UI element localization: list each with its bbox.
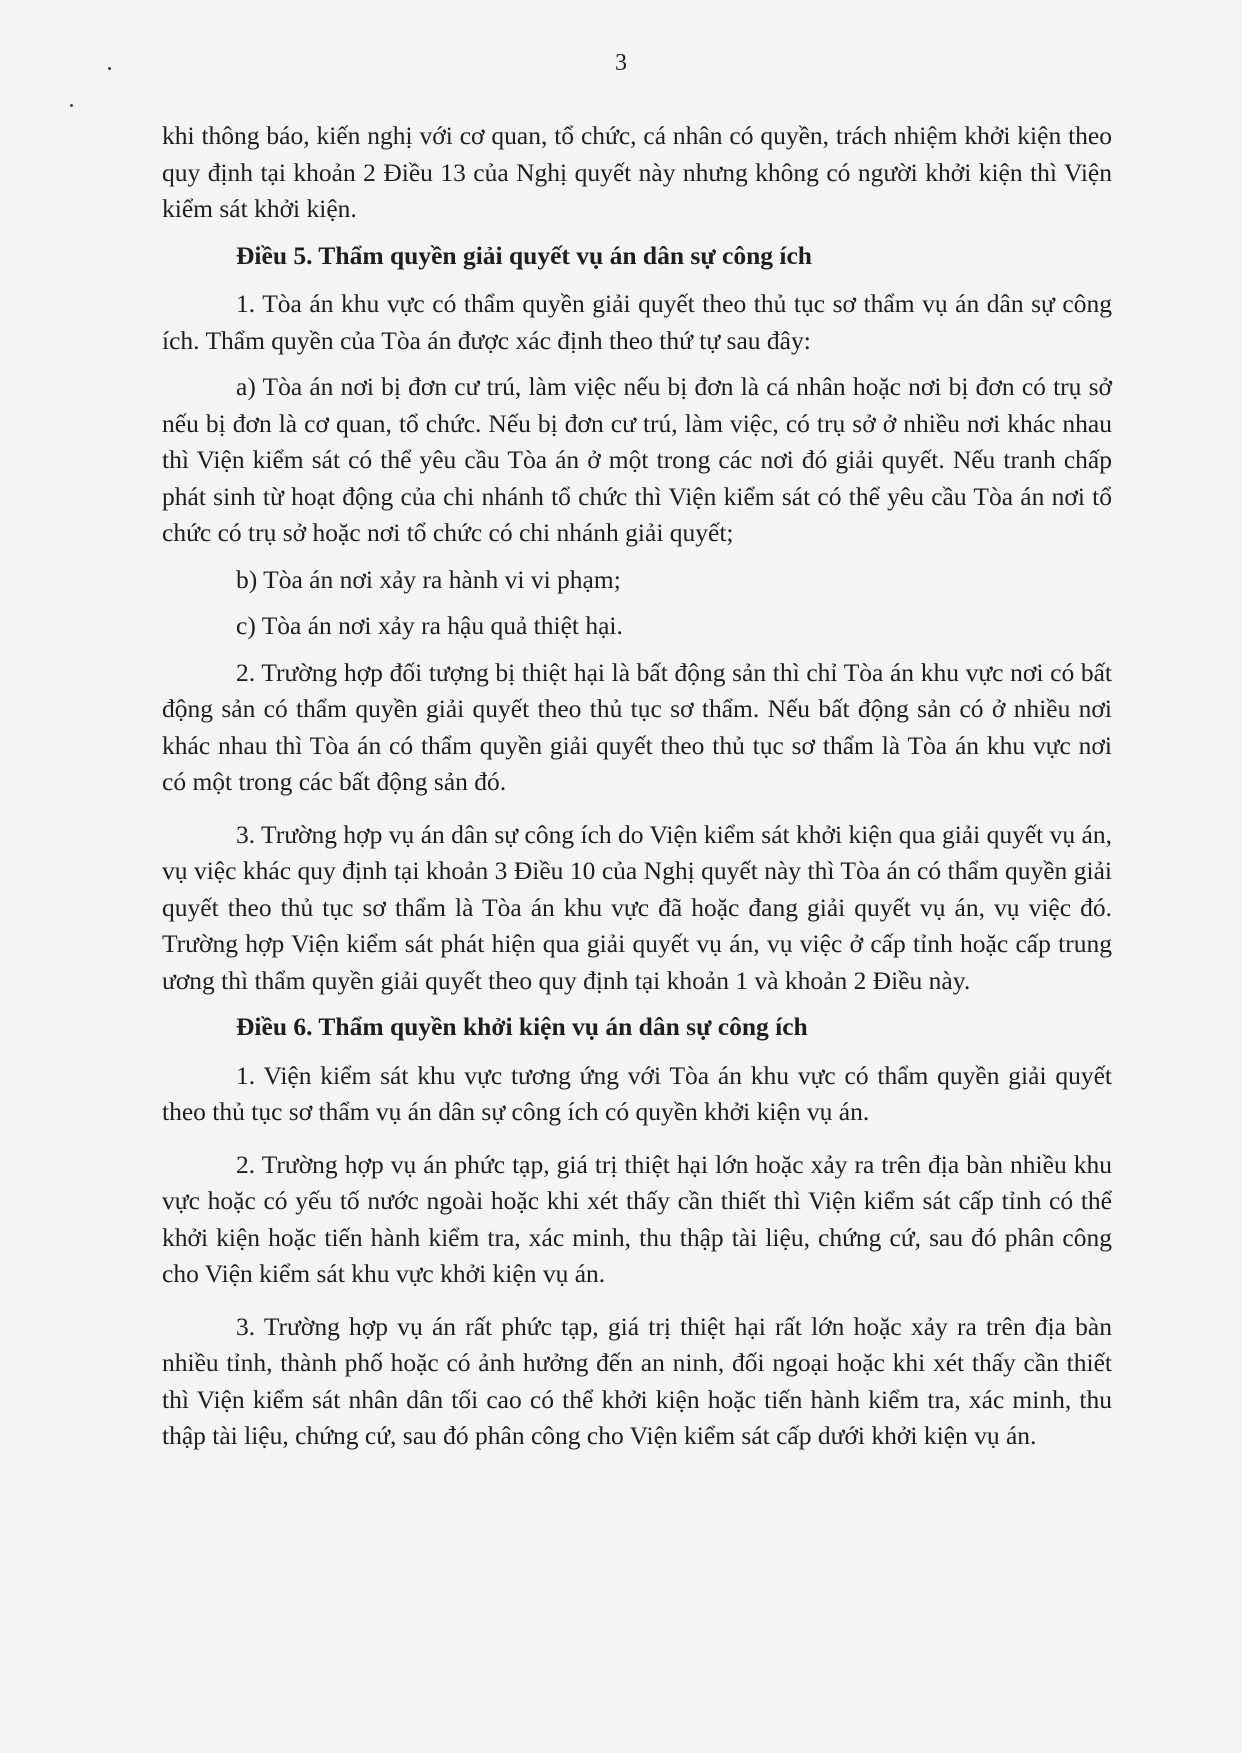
scan-speck — [108, 67, 111, 70]
article-6-heading: Điều 6. Thẩm quyền khởi kiện vụ án dân sự công ích — [236, 1012, 808, 1041]
article-5-heading: Điều 5. Thẩm quyền giải quyết vụ án dân sự công ích — [236, 240, 812, 270]
article-5-clause-2: 2. Trường hợp đối tượng bị thiệt hại là bất động sản thì chỉ Tòa án khu vực nơi có bất động sản có thẩm quyền giải quyết theo thủ tục sơ thẩm. Nếu bất động sản có ở nhiều nơi khác nhau thì Tòa án có thẩm quyền giải quyết theo thủ tục sơ thẩm là Tòa án khu vực nơi có một trong các bất động sản đó. — [162, 657, 1112, 796]
article-6-clause-3: 3. Trường hợp vụ án rất phức tạp, giá trị thiệt hại rất lớn hoặc xảy ra trên địa bàn nhiều tỉnh, thành phố hoặc có ảnh hưởng đến an ninh, đối ngoại hoặc khi xét thấy cần thiết thì Viện kiểm sát nhân dân tối cao có thể khởi kiện hoặc tiến hành kiểm tra, xác minh, thu thập tài liệu, chứng cứ, sau đó phân công cho Viện kiểm sát cấp dưới khởi kiện vụ án. — [162, 1311, 1112, 1450]
article-5-point-a: a) Tòa án nơi bị đơn cư trú, làm việc nếu bị đơn là cá nhân hoặc nơi bị đơn có trụ sở nếu bị đơn là cơ quan, tổ chức. Nếu bị đơn cư trú, làm việc, có trụ sở ở nhiều nơi khác nhau thì Viện kiểm sát có thể yêu cầu Tòa án ở một trong các nơi đó giải quyết. Nếu tranh chấp phát sinh từ hoạt động của chi nhánh tổ chức thì Viện kiểm sát có thể yêu cầu Tòa án nơi tổ chức có trụ sở hoặc nơi tổ chức có chi nhánh giải quyết; — [162, 372, 1112, 547]
scan-speck — [70, 104, 73, 107]
article-5-point-c: c) Tòa án nơi xảy ra hậu quả thiệt hại. — [236, 611, 623, 640]
document-body — [162, 118, 1112, 1465]
article-6-clause-1: 1. Viện kiểm sát khu vực tương ứng với Tòa án khu vực có thẩm quyền giải quyết theo thủ tục sơ thẩm vụ án dân sự công ích có quyền khởi kiện vụ án. — [162, 1060, 1112, 1126]
article-5-clause-3: 3. Trường hợp vụ án dân sự công ích do Viện kiểm sát khởi kiện qua giải quyết vụ án, vụ việc khác quy định tại khoản 3 Điều 10 của Nghị quyết này thì Tòa án có thẩm quyền giải quyết theo thủ tục sơ thẩm là Tòa án khu vực đã hoặc đang giải quyết vụ án, vụ việc đó. Trường hợp Viện kiểm sát phát hiện qua giải quyết vụ án, vụ việc ở cấp tỉnh hoặc cấp trung ương thì thẩm quyền giải quyết theo quy định tại khoản 1 và khoản 2 Điều này. — [162, 819, 1112, 995]
page-number: 3 — [615, 50, 627, 76]
article-5-point-b: b) Tòa án nơi xảy ra hành vi vi phạm; — [236, 564, 621, 594]
article-5-clause-1: 1. Tòa án khu vực có thẩm quyền giải quyết theo thủ tục sơ thẩm vụ án dân sự công ích. Thẩm quyền của Tòa án được xác định theo thứ tự sau đây: — [162, 289, 1112, 355]
article-6-clause-2: 2. Trường hợp vụ án phức tạp, giá trị thiệt hại lớn hoặc xảy ra trên địa bàn nhiều khu vực hoặc có yếu tố nước ngoài hoặc khi xét thấy cần thiết thì Viện kiểm sát cấp tỉnh có thể khởi kiện hoặc tiến hành kiểm tra, xác minh, thu thập tài liệu, chứng cứ, sau đó phân công cho Viện kiểm sát khu vực khởi kiện vụ án. — [162, 1149, 1112, 1288]
paragraph-continuation: khi thông báo, kiến nghị với cơ quan, tổ chức, cá nhân có quyền, trách nhiệm khởi kiện theo quy định tại khoản 2 Điều 13 của Nghị quyết này nhưng không có người khởi kiện thì Viện kiểm sát khởi kiện. — [162, 121, 1112, 223]
